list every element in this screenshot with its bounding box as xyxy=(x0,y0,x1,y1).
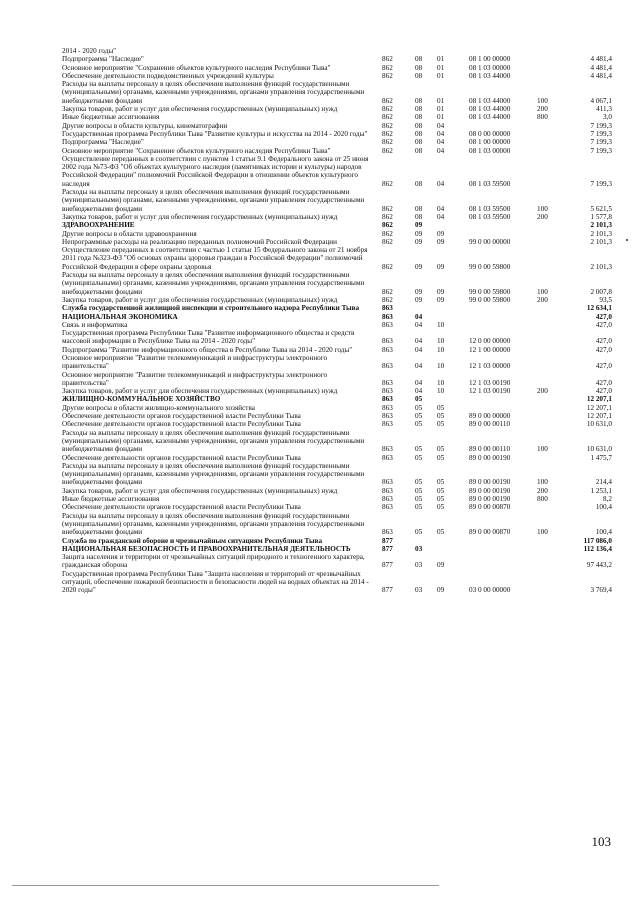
row-name: НАЦИОНАЛЬНАЯ ЭКОНОМИКА xyxy=(62,312,178,321)
expense-type-code: 100 xyxy=(537,287,548,296)
target-article-code: 89 0 00 00000 xyxy=(469,412,511,421)
ministry-code: 862 xyxy=(382,262,393,271)
target-article-code: 89 0 00 00190 xyxy=(469,486,511,495)
amount: 10 631,0 xyxy=(586,420,612,429)
row-name: Закупка товаров, работ и услуг для обеспечения государственных (муниципальных) нужд xyxy=(62,212,338,221)
row-name: Защита населения и территории от чрезвычайных ситуаций природного и техногенного характера, гражданская оборона xyxy=(62,553,365,570)
section-code: 05 xyxy=(415,503,423,512)
amount: 4 481,4 xyxy=(590,71,612,80)
section-code: 05 xyxy=(415,495,423,504)
row-name: Связь и информатика xyxy=(62,320,128,329)
row-name: Основное мероприятие "Сохранение объектов культурного наследия Республики Тыва" xyxy=(62,146,331,155)
row-name: Обеспечение деятельности подведомственных учреждений культуры xyxy=(62,71,274,80)
amount: 3 769,4 xyxy=(590,586,612,595)
table-row xyxy=(62,155,612,188)
target-article-code: 89 0 00 00190 xyxy=(469,495,511,504)
section-code: 05 xyxy=(415,453,423,462)
section-code: 03 xyxy=(415,544,423,553)
target-article-code: 08 1 03 59500 xyxy=(469,212,511,221)
section-code: 08 xyxy=(415,179,423,188)
ministry-code: 863 xyxy=(382,387,393,396)
table-row xyxy=(62,570,612,595)
subsection-code: 10 xyxy=(437,337,445,346)
amount: 7 199,3 xyxy=(590,121,612,130)
amount: 12 634,1 xyxy=(586,304,612,313)
table-row xyxy=(62,238,612,246)
ministry-code: 862 xyxy=(382,105,393,114)
subsection-code: 09 xyxy=(437,287,445,296)
section-code: 03 xyxy=(415,586,423,595)
amount: 4 481,4 xyxy=(590,63,612,72)
subsection-code: 09 xyxy=(437,586,445,595)
amount: 8,2 xyxy=(603,495,612,504)
section-code: 08 xyxy=(415,129,423,138)
amount: 3,0 xyxy=(603,113,612,122)
expense-type-code: 200 xyxy=(537,387,548,396)
subsection-code: 10 xyxy=(437,378,445,387)
ministry-code: 862 xyxy=(382,71,393,80)
section-code: 08 xyxy=(415,121,423,130)
ministry-code: 863 xyxy=(382,345,393,354)
amount: 4 067,1 xyxy=(590,96,612,105)
amount: 7 199,3 xyxy=(590,138,612,147)
section-code: 08 xyxy=(415,105,423,114)
amount: 112 136,4 xyxy=(583,544,612,553)
table-row xyxy=(62,429,612,454)
expense-type-code: 200 xyxy=(537,105,548,114)
expense-type-code: 200 xyxy=(537,212,548,221)
expense-type-code: 800 xyxy=(537,495,548,504)
table-row xyxy=(62,130,612,138)
ministry-code: 863 xyxy=(382,362,393,371)
subsection-code: 10 xyxy=(437,362,445,371)
target-article-code: 08 1 00 00000 xyxy=(469,55,511,64)
table-row xyxy=(62,80,612,105)
expense-type-code: 100 xyxy=(537,445,548,454)
subsection-code: 05 xyxy=(437,403,445,412)
target-article-code: 08 1 00 00000 xyxy=(469,138,511,147)
target-article-code: 89 0 00 00110 xyxy=(469,445,511,454)
table-row xyxy=(62,213,612,221)
row-name: Другие вопросы в области здравоохранения xyxy=(62,229,197,238)
row-name: Закупка товаров, работ и услуг для обеспечения государственных (муниципальных) нужд xyxy=(62,486,338,495)
section-code: 09 xyxy=(415,295,423,304)
amount: 427,0 xyxy=(595,378,612,387)
table-row xyxy=(62,55,612,63)
row-name: Закупка товаров, работ и услуг для обеспечения государственных (муниципальных) нужд xyxy=(62,387,338,396)
section-code: 08 xyxy=(415,212,423,221)
row-name: Закупка товаров, работ и услуг для обеспечения государственных (муниципальных) нужд xyxy=(62,295,338,304)
row-name: Подпрограмма "Развитие информационного общества в Республике Тыва на 2014 - 2020 годы" xyxy=(62,345,353,354)
ministry-code: 862 xyxy=(382,295,393,304)
table-row xyxy=(62,371,612,388)
subsection-code: 01 xyxy=(437,96,445,105)
target-article-code: 08 1 03 59500 xyxy=(469,204,511,213)
subsection-code: 05 xyxy=(437,478,445,487)
ministry-code: 862 xyxy=(382,229,393,238)
target-article-code: 08 1 03 44000 xyxy=(469,113,511,122)
subsection-code: 04 xyxy=(437,138,445,147)
section-code: 04 xyxy=(415,378,423,387)
ministry-code: 862 xyxy=(382,237,393,246)
ministry-code: 862 xyxy=(382,212,393,221)
table-row xyxy=(62,346,612,354)
amount: 2 007,8 xyxy=(590,287,612,296)
section-code: 03 xyxy=(415,561,423,570)
row-name: Расходы на выплаты персоналу в целях обеспечения выполнения функций государственными (муниципальными) органами, казенными учреждениями, органами управления государственными внебюджетными фондами xyxy=(62,461,365,487)
table-row xyxy=(62,412,612,420)
target-article-code: 89 0 00 00870 xyxy=(469,528,511,537)
ministry-code: 862 xyxy=(382,138,393,147)
section-code: 05 xyxy=(415,478,423,487)
row-name: Государственная программа Республики Тыва "Развитие культуры и искусства на 2014 - 2020 годы" xyxy=(62,129,368,138)
row-name: Служба государственной жилищной инспекции и строительного надзора Республики Тыва xyxy=(62,304,360,313)
table-row xyxy=(62,404,612,412)
target-article-code: 08 1 03 44000 xyxy=(469,96,511,105)
target-article-code: 89 0 00 00870 xyxy=(469,503,511,512)
amount: 427,0 xyxy=(595,320,612,329)
subsection-code: 05 xyxy=(437,445,445,454)
expense-type-code: 200 xyxy=(537,295,548,304)
row-name: Государственная программа Республики Тыва "Защита населения и территорий от чрезвычайных ситуаций, обеспечение пожарной безопасности и безопасности людей на водных объектах на 2014 - 2020 годы" xyxy=(62,569,369,595)
subsection-code: 05 xyxy=(437,412,445,421)
table-row xyxy=(62,487,612,495)
amount: 10 631,0 xyxy=(586,445,612,454)
subsection-code: 09 xyxy=(437,237,445,246)
subsection-code: 09 xyxy=(437,262,445,271)
table-row xyxy=(62,230,612,238)
ministry-code: 863 xyxy=(382,478,393,487)
amount: 5 621,5 xyxy=(590,204,612,213)
ministry-code: 863 xyxy=(382,304,393,313)
subsection-code: 04 xyxy=(437,121,445,130)
expense-type-code: 100 xyxy=(537,528,548,537)
ministry-code: 877 xyxy=(382,536,393,545)
table-row xyxy=(62,354,612,371)
ministry-code: 877 xyxy=(382,544,393,553)
row-name: Непрограммные расходы на реализацию переданных полномочий Российской Федерации xyxy=(62,237,337,246)
table-row xyxy=(62,329,612,346)
table-row xyxy=(62,221,612,229)
ministry-code: 863 xyxy=(382,337,393,346)
amount: 1 475,7 xyxy=(590,453,612,462)
section-code: 08 xyxy=(415,96,423,105)
ministry-code: 863 xyxy=(382,445,393,454)
section-code: 08 xyxy=(415,63,423,72)
amount: 12 207,1 xyxy=(586,395,612,404)
table-row xyxy=(62,454,612,462)
target-article-code: 99 0 00 00000 xyxy=(469,237,511,246)
expense-type-code: 100 xyxy=(537,96,548,105)
section-code: 04 xyxy=(415,387,423,396)
row-name: Подпрограмма "Наследие" xyxy=(62,55,144,64)
section-code: 09 xyxy=(415,229,423,238)
section-code: 04 xyxy=(415,320,423,329)
target-article-code: 08 1 03 00000 xyxy=(469,63,511,72)
target-article-code: 12 1 03 00000 xyxy=(469,362,511,371)
ministry-code: 863 xyxy=(382,403,393,412)
row-name: НАЦИОНАЛЬНАЯ БЕЗОПАСНОСТЬ И ПРАВООХРАНИТЕЛЬНАЯ ДЕЯТЕЛЬНОСТЬ xyxy=(62,544,351,553)
row-name: ЖИЛИЩНО-КОММУНАЛЬНОЕ ХОЗЯЙСТВО xyxy=(62,395,221,404)
table-row xyxy=(62,246,612,271)
amount: 100,4 xyxy=(595,503,612,512)
row-name: Основное мероприятие "Развитие телекоммуникаций и инфраструктуры электронного правительства" xyxy=(62,370,328,387)
subsection-code: 05 xyxy=(437,528,445,537)
row-name: Обеспечение деятельности органов государственной власти Республики Тыва xyxy=(62,412,301,421)
expense-type-code: 100 xyxy=(537,478,548,487)
section-code: 09 xyxy=(415,237,423,246)
amount: 7 199,3 xyxy=(590,129,612,138)
section-code: 09 xyxy=(415,287,423,296)
subsection-code: 04 xyxy=(437,146,445,155)
subsection-code: 01 xyxy=(437,113,445,122)
row-name: Обеспечение деятельности органов государственной власти Республики Тыва xyxy=(62,503,301,512)
row-name: Обеспечение деятельности органов государственной власти Республики Тыва xyxy=(62,420,301,429)
table-row xyxy=(62,47,612,55)
section-code: 04 xyxy=(415,337,423,346)
amount: 117 086,0 xyxy=(583,536,612,545)
section-code: 04 xyxy=(415,362,423,371)
ministry-code: 862 xyxy=(382,113,393,122)
amount: 427,0 xyxy=(595,312,612,321)
table-row xyxy=(62,296,612,304)
row-name: Расходы на выплаты персоналу в целях обеспечения выполнения функций государственными (муниципальными) органами, казенными учреждениями, органами управления государственными внебюджетными фондами xyxy=(62,271,365,296)
subsection-code: 04 xyxy=(437,212,445,221)
amount: 2 101,3 xyxy=(590,262,612,271)
amount: 12 207,1 xyxy=(586,403,612,412)
table-row xyxy=(62,553,612,570)
target-article-code: 08 1 03 44000 xyxy=(469,105,511,114)
amount: 2 101,3 xyxy=(590,229,612,238)
ministry-code: 877 xyxy=(382,586,393,595)
target-article-code: 12 0 00 00000 xyxy=(469,337,511,346)
table-row xyxy=(62,313,612,321)
table-row xyxy=(62,462,612,487)
row-name: Расходы на выплаты персоналу в целях обеспечения выполнения функций государственными (муниципальными) органами, казенными учреждениями, органами управления государственными внебюджетными фондами xyxy=(62,188,365,213)
target-article-code: 99 0 00 59800 xyxy=(469,295,511,304)
ministry-code: 863 xyxy=(382,312,393,321)
row-name: Расходы на выплаты персоналу в целях обеспечения выполнения функций государственными (муниципальными) органами, казенными учреждениями, органами управления государственными внебюджетными фондами xyxy=(62,428,365,454)
table-row xyxy=(62,495,612,503)
row-name: Государственная программа Республики Тыва "Развитие информационного общества и средств массовой информации в Республике Тыва на 2014 - 2020 годы" xyxy=(62,329,355,346)
ministry-code: 863 xyxy=(382,528,393,537)
subsection-code: 04 xyxy=(437,179,445,188)
target-article-code: 89 0 00 00190 xyxy=(469,453,511,462)
section-code: 05 xyxy=(415,528,423,537)
row-name: Осуществление переданных в соответствии с частью 1 статьи 15 Федерального закона от 21 ноября 2011 года №323-ФЗ "Об основах охраны здоровья граждан в Российской Федерации" полномочий Российской Федерации в сфере охраны здоровья xyxy=(62,246,368,271)
target-article-code: 99 0 00 59800 xyxy=(469,262,511,271)
section-code: 09 xyxy=(415,221,423,230)
section-code: 08 xyxy=(415,204,423,213)
row-name: Осуществление переданных в соответствии с пунктом 1 статьи 9.1 Федерального закона от 25 июня 2002 года №73-ФЗ "Об объектах культурного наследия (памятниках истории и культуры) народов Российской Федерации" полномочий Российской Федерации в отношении объектов культурного наследия xyxy=(62,154,369,188)
table-row xyxy=(62,395,612,403)
ministry-code: 862 xyxy=(382,221,393,230)
amount: 7 199,3 xyxy=(590,146,612,155)
ministry-code: 862 xyxy=(382,55,393,64)
ministry-code: 863 xyxy=(382,320,393,329)
expense-type-code: 800 xyxy=(537,113,548,122)
table-row xyxy=(62,537,612,545)
amount: 2 101,3 xyxy=(590,237,612,246)
section-code: 05 xyxy=(415,412,423,421)
subsection-code: 10 xyxy=(437,320,445,329)
row-name: Иные бюджетные ассигнования xyxy=(62,113,160,122)
section-code: 05 xyxy=(415,486,423,495)
section-code: 08 xyxy=(415,113,423,122)
subsection-code: 05 xyxy=(437,486,445,495)
table-row xyxy=(62,321,612,329)
ministry-code: 862 xyxy=(382,179,393,188)
ministry-code: 863 xyxy=(382,395,393,404)
row-name: Другие вопросы в области культуры, кинематографии xyxy=(62,121,228,130)
table-row xyxy=(62,147,612,155)
amount: 4 481,4 xyxy=(590,55,612,64)
table-row xyxy=(62,503,612,511)
amount: 427,0 xyxy=(595,337,612,346)
row-name: ЗДРАВООХРАНЕНИЕ xyxy=(62,221,135,230)
row-name: Иные бюджетные ассигнования xyxy=(62,495,160,504)
table-row xyxy=(62,113,612,121)
ministry-code: 863 xyxy=(382,412,393,421)
amount: 12 207,1 xyxy=(586,412,612,421)
ministry-code: 863 xyxy=(382,420,393,429)
subsection-code: 01 xyxy=(437,105,445,114)
amount: 427,0 xyxy=(595,345,612,354)
ministry-code: 862 xyxy=(382,287,393,296)
row-name: Основное мероприятие "Сохранение объектов культурного наследия Республики Тыва" xyxy=(62,63,331,72)
scan-speck xyxy=(626,239,628,241)
subsection-code: 05 xyxy=(437,420,445,429)
page-divider xyxy=(12,885,439,886)
section-code: 08 xyxy=(415,138,423,147)
row-name: Расходы на выплаты персоналу в целях обеспечения выполнения функций государственными (муниципальными) органами, казенными учреждениями, органами управления государственными внебюджетными фондами xyxy=(62,80,365,105)
target-article-code: 12 1 03 00190 xyxy=(469,387,511,396)
subsection-code: 04 xyxy=(437,204,445,213)
ministry-code: 862 xyxy=(382,96,393,105)
amount: 100,4 xyxy=(595,528,612,537)
amount: 97 443,2 xyxy=(586,561,612,570)
budget-table xyxy=(62,47,612,595)
section-code: 09 xyxy=(415,262,423,271)
target-article-code: 12 1 03 00190 xyxy=(469,378,511,387)
subsection-code: 01 xyxy=(437,63,445,72)
ministry-code: 862 xyxy=(382,146,393,155)
row-name: Обеспечение деятельности органов государственной власти Республики Тыва xyxy=(62,453,301,462)
table-row xyxy=(62,545,612,553)
target-article-code: 99 0 00 59800 xyxy=(469,287,511,296)
target-article-code: 03 0 00 00000 xyxy=(469,586,511,595)
section-code: 05 xyxy=(415,445,423,454)
row-name: Другие вопросы в области жилищно-коммунального хозяйства xyxy=(62,403,255,412)
section-code: 08 xyxy=(415,71,423,80)
row-name: Служба по гражданской обороне и чрезвычайным ситуациям Республики Тыва xyxy=(62,536,323,545)
subsection-code: 10 xyxy=(437,345,445,354)
subsection-code: 09 xyxy=(437,295,445,304)
target-article-code: 12 1 00 00000 xyxy=(469,345,511,354)
table-row xyxy=(62,105,612,113)
expense-type-code: 100 xyxy=(537,204,548,213)
subsection-code: 05 xyxy=(437,453,445,462)
ministry-code: 863 xyxy=(382,453,393,462)
target-article-code: 89 0 00 00190 xyxy=(469,478,511,487)
ministry-code: 862 xyxy=(382,129,393,138)
amount: 1 253,1 xyxy=(590,486,612,495)
section-code: 05 xyxy=(415,395,423,404)
amount: 411,3 xyxy=(596,105,612,114)
amount: 7 199,3 xyxy=(590,179,612,188)
table-row xyxy=(62,122,612,130)
amount: 427,0 xyxy=(595,387,612,396)
target-article-code: 08 1 03 00000 xyxy=(469,146,511,155)
subsection-code: 05 xyxy=(437,495,445,504)
target-article-code: 08 0 00 00000 xyxy=(469,129,511,138)
target-article-code: 89 0 00 00110 xyxy=(469,420,511,429)
amount: 2 101,3 xyxy=(590,221,612,230)
target-article-code: 08 1 03 59500 xyxy=(469,179,511,188)
ministry-code: 863 xyxy=(382,503,393,512)
table-row xyxy=(62,420,612,428)
ministry-code: 863 xyxy=(382,378,393,387)
ministry-code: 863 xyxy=(382,486,393,495)
table-row xyxy=(62,188,612,213)
amount: 93,5 xyxy=(599,295,612,304)
subsection-code: 04 xyxy=(437,129,445,138)
ministry-code: 862 xyxy=(382,121,393,130)
table-row xyxy=(62,64,612,72)
row-name: Закупка товаров, работ и услуг для обеспечения государственных (муниципальных) нужд xyxy=(62,105,338,114)
section-code: 04 xyxy=(415,312,423,321)
ministry-code: 877 xyxy=(382,561,393,570)
amount: 1 577,8 xyxy=(590,212,612,221)
ministry-code: 862 xyxy=(382,204,393,213)
section-code: 08 xyxy=(415,146,423,155)
subsection-code: 09 xyxy=(437,561,445,570)
section-code: 08 xyxy=(415,55,423,64)
section-code: 05 xyxy=(415,420,423,429)
amount: 427,0 xyxy=(595,362,612,371)
amount: 214,4 xyxy=(595,478,612,487)
subsection-code: 05 xyxy=(437,503,445,512)
page-number: 103 xyxy=(591,834,611,849)
ministry-code: 862 xyxy=(382,63,393,72)
subsection-code: 10 xyxy=(437,387,445,396)
section-code: 04 xyxy=(415,345,423,354)
row-name: Подпрограмма "Наследие" xyxy=(62,138,144,147)
section-code: 05 xyxy=(415,403,423,412)
table-row xyxy=(62,271,612,296)
target-article-code: 08 1 03 44000 xyxy=(469,71,511,80)
row-name: Основное мероприятие "Развитие телекоммуникаций и инфраструктуры электронного правительства" xyxy=(62,353,328,371)
row-name: Расходы на выплаты персоналу в целях обеспечения выполнения функций государственными (муниципальными) органами, казенными учреждениями, органами управления государственными внебюджетными фондами xyxy=(62,511,365,537)
table-row xyxy=(62,138,612,146)
expense-type-code: 200 xyxy=(537,486,548,495)
table-row xyxy=(62,304,612,312)
table-row xyxy=(62,72,612,80)
table-row xyxy=(62,512,612,537)
row-name: 2014 - 2020 годы" xyxy=(62,47,117,55)
subsection-code: 09 xyxy=(437,229,445,238)
subsection-code: 01 xyxy=(437,71,445,80)
ministry-code: 863 xyxy=(382,495,393,504)
subsection-code: 01 xyxy=(437,55,445,64)
